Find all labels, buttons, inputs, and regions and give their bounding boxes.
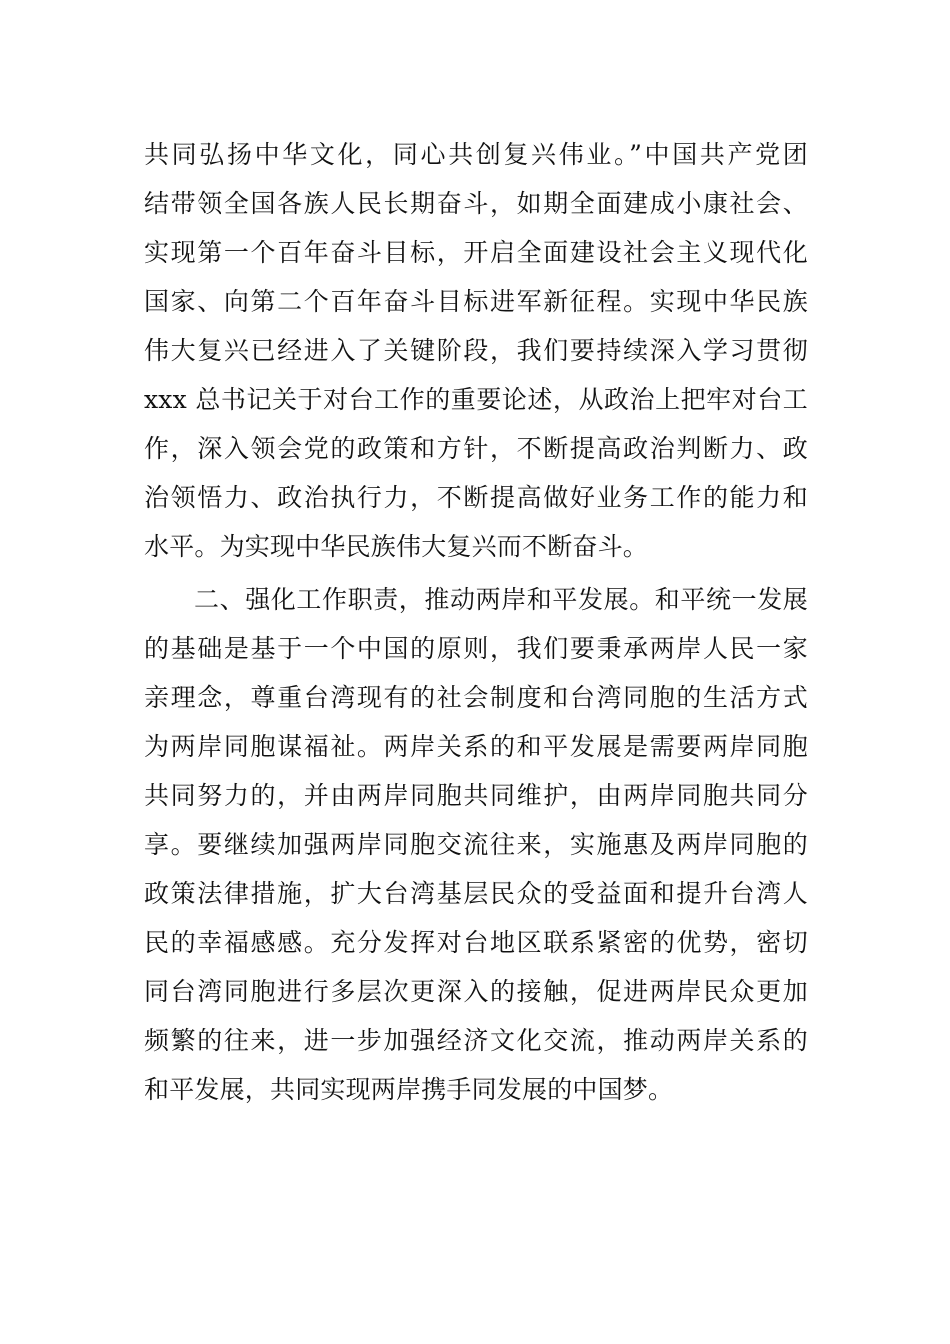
text-line: 享。要继续加强两岸同胞交流往来，实施惠及两岸同胞的 xyxy=(144,830,808,859)
text-line: 结带领全国各族人民长期奋斗，如期全面建成小康社会、 xyxy=(144,189,808,218)
text-line: 实现第一个百年奋斗目标，开启全面建设社会主义现代化 xyxy=(144,238,808,267)
text-line: 二、强化工作职责，推动两岸和平发展。和平统一发展 xyxy=(194,585,808,614)
text-line: 共同努力的，并由两岸同胞共同维护，由两岸同胞共同分 xyxy=(144,781,808,810)
text-line: 和平发展，共同实现两岸携手同发展的中国梦。 xyxy=(144,1075,674,1104)
text-line: 伟大复兴已经进入了关键阶段，我们要持续深入学习贯彻 xyxy=(144,336,808,365)
text-line: 国家、向第二个百年奋斗目标进军新征程。实现中华民族 xyxy=(144,287,808,316)
text-line: 治领悟力、政治执行力，不断提高做好业务工作的能力和 xyxy=(144,483,808,512)
text-line: 政策法律措施，扩大台湾基层民众的受益面和提升台湾人 xyxy=(144,879,808,908)
text-line: 同台湾同胞进行多层次更深入的接触，促进两岸民众更加 xyxy=(144,977,808,1006)
text-line: 亲理念，尊重台湾现有的社会制度和台湾同胞的生活方式 xyxy=(144,683,808,712)
text-line: 的基础是基于一个中国的原则，我们要秉承两岸人民一家 xyxy=(144,634,808,663)
text-line: 频繁的往来，进一步加强经济文化交流，推动两岸关系的 xyxy=(144,1026,808,1055)
text-line: 共同弘扬中华文化，同心共创复兴伟业。”中国共产党团 xyxy=(144,140,808,169)
text-line: 为两岸同胞谋福祉。两岸关系的和平发展是需要两岸同胞 xyxy=(144,732,808,761)
text-line: xxx 总书记关于对台工作的重要论述，从政治上把牢对台工 xyxy=(144,385,808,414)
text-line: 作，深入领会党的政策和方针，不断提高政治判断力、政 xyxy=(144,434,808,463)
text-line: 水平。为实现中华民族伟大复兴而不断奋斗。 xyxy=(144,532,649,561)
text-line: 民的幸福感感。充分发挥对台地区联系紧密的优势，密切 xyxy=(144,928,808,957)
